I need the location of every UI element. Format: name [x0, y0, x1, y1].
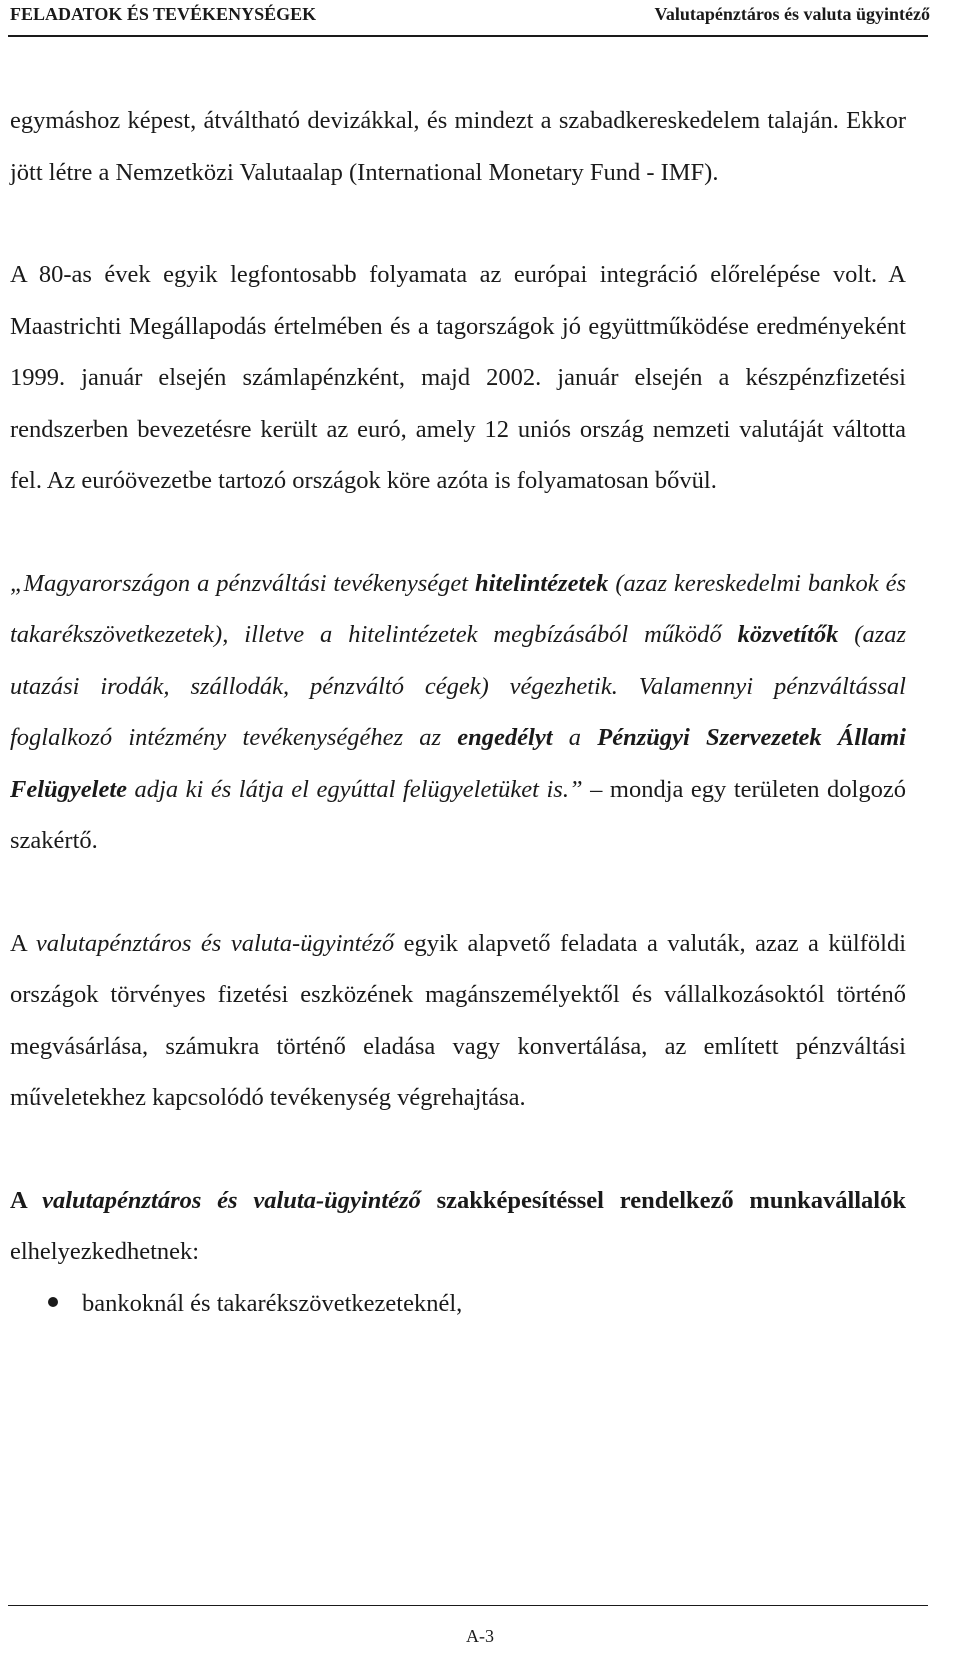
quote-term-kozvetitok: közvetítők: [737, 621, 839, 648]
quote-term-pszaf: Pénzügyi Szervezetek Állami Felügyelete: [10, 724, 906, 803]
task-text-1: A: [10, 929, 36, 957]
quote-text-3: (azaz utazási irodák, szállodák, pénzváltó cégek) végezhetik. Valamennyi pénzváltással foglalkozó intézmény tevékenységéhez az: [10, 621, 907, 751]
list-item-text: bankoknál és takarékszövetkezeteknél,: [82, 1289, 463, 1317]
quote-text-1: „Magyarországon a pénzváltási tevékenységet: [10, 569, 476, 597]
employment-text-2: szakképesítéssel rendelkező munkavállalók: [420, 1186, 906, 1214]
employment-text-3: elhelyezkedhetnek:: [10, 1238, 200, 1265]
header-section-title: FELADATOK ÉS TEVÉKENYSÉGEK: [10, 4, 317, 24]
bullet-icon: [48, 1297, 58, 1307]
quote-term-hitelintezetek: hitelintézetek: [475, 569, 609, 597]
page-body: [10, 95, 906, 1329]
task-job-title: valutapénztáros és valuta-ügyintéző: [35, 929, 395, 957]
list-item: [10, 1278, 906, 1330]
employment-text-1: A: [10, 1186, 43, 1214]
quote-term-engedelyt: engedélyt: [457, 724, 553, 751]
paragraph-euro: [10, 249, 906, 507]
quote-text-4: a: [552, 724, 598, 751]
task-text-2: egyik alapvető feladata a valuták, azaz a külföldi országok törvényes fizetési eszközének magánszemélyektől és vállalkozásoktól történő megvásárlása, számukra történő eladása vagy konvertálása, az említett pénzváltási műveletekhez kapcsolódó tevékenység végrehajtása.: [10, 929, 906, 1111]
paragraph-imf: [10, 95, 906, 198]
quote-text-2: (azaz kereskedelmi bankok és takarékszövetkezetek), illetve a hitelintézetek megbízásából működő: [10, 569, 906, 648]
page-header: [0, 0, 936, 34]
footer-divider: [8, 1605, 928, 1606]
quote-attribution: – mondja egy területen dolgozó szakértő.: [10, 775, 906, 854]
paragraph-euro-text: A 80-as évek egyik legfontosabb folyamata az európai integráció előrelépése volt. A Maastrichti Megállapodás értelmében és a tagországok jó együttműködése eredményeként 1999. január elsején számlapénzként, majd 2002. január elsején a készpénzfizetési rendszerben bevezetésre került az euró, amely 12 uniós ország nemzeti valutáját váltotta fel. Az euróövezetbe tartozó országok köre azóta is folyamatosan bővül.: [10, 261, 906, 494]
paragraph-employment: [10, 1175, 906, 1278]
employment-list: [10, 1278, 906, 1330]
paragraph-imf-text: egymáshoz képest, átváltható devizákkal, és mindezt a szabadkereskedelem talaján. Ekkor jött létre a Nemzetközi Valutaalap (International Monetary Fund - IMF).: [10, 107, 906, 186]
employment-job-title: valutapénztáros és valuta-ügyintéző: [42, 1186, 421, 1214]
paragraph-task: [10, 918, 906, 1124]
page-number: A-3: [466, 1626, 494, 1646]
quote-text-5: adja ki és látja el egyúttal felügyeletüket is.”: [127, 775, 583, 803]
paragraph-quote: [10, 558, 906, 867]
header-divider: [8, 35, 928, 37]
header-document-title: Valutapénztáros és valuta ügyintéző: [654, 4, 930, 24]
